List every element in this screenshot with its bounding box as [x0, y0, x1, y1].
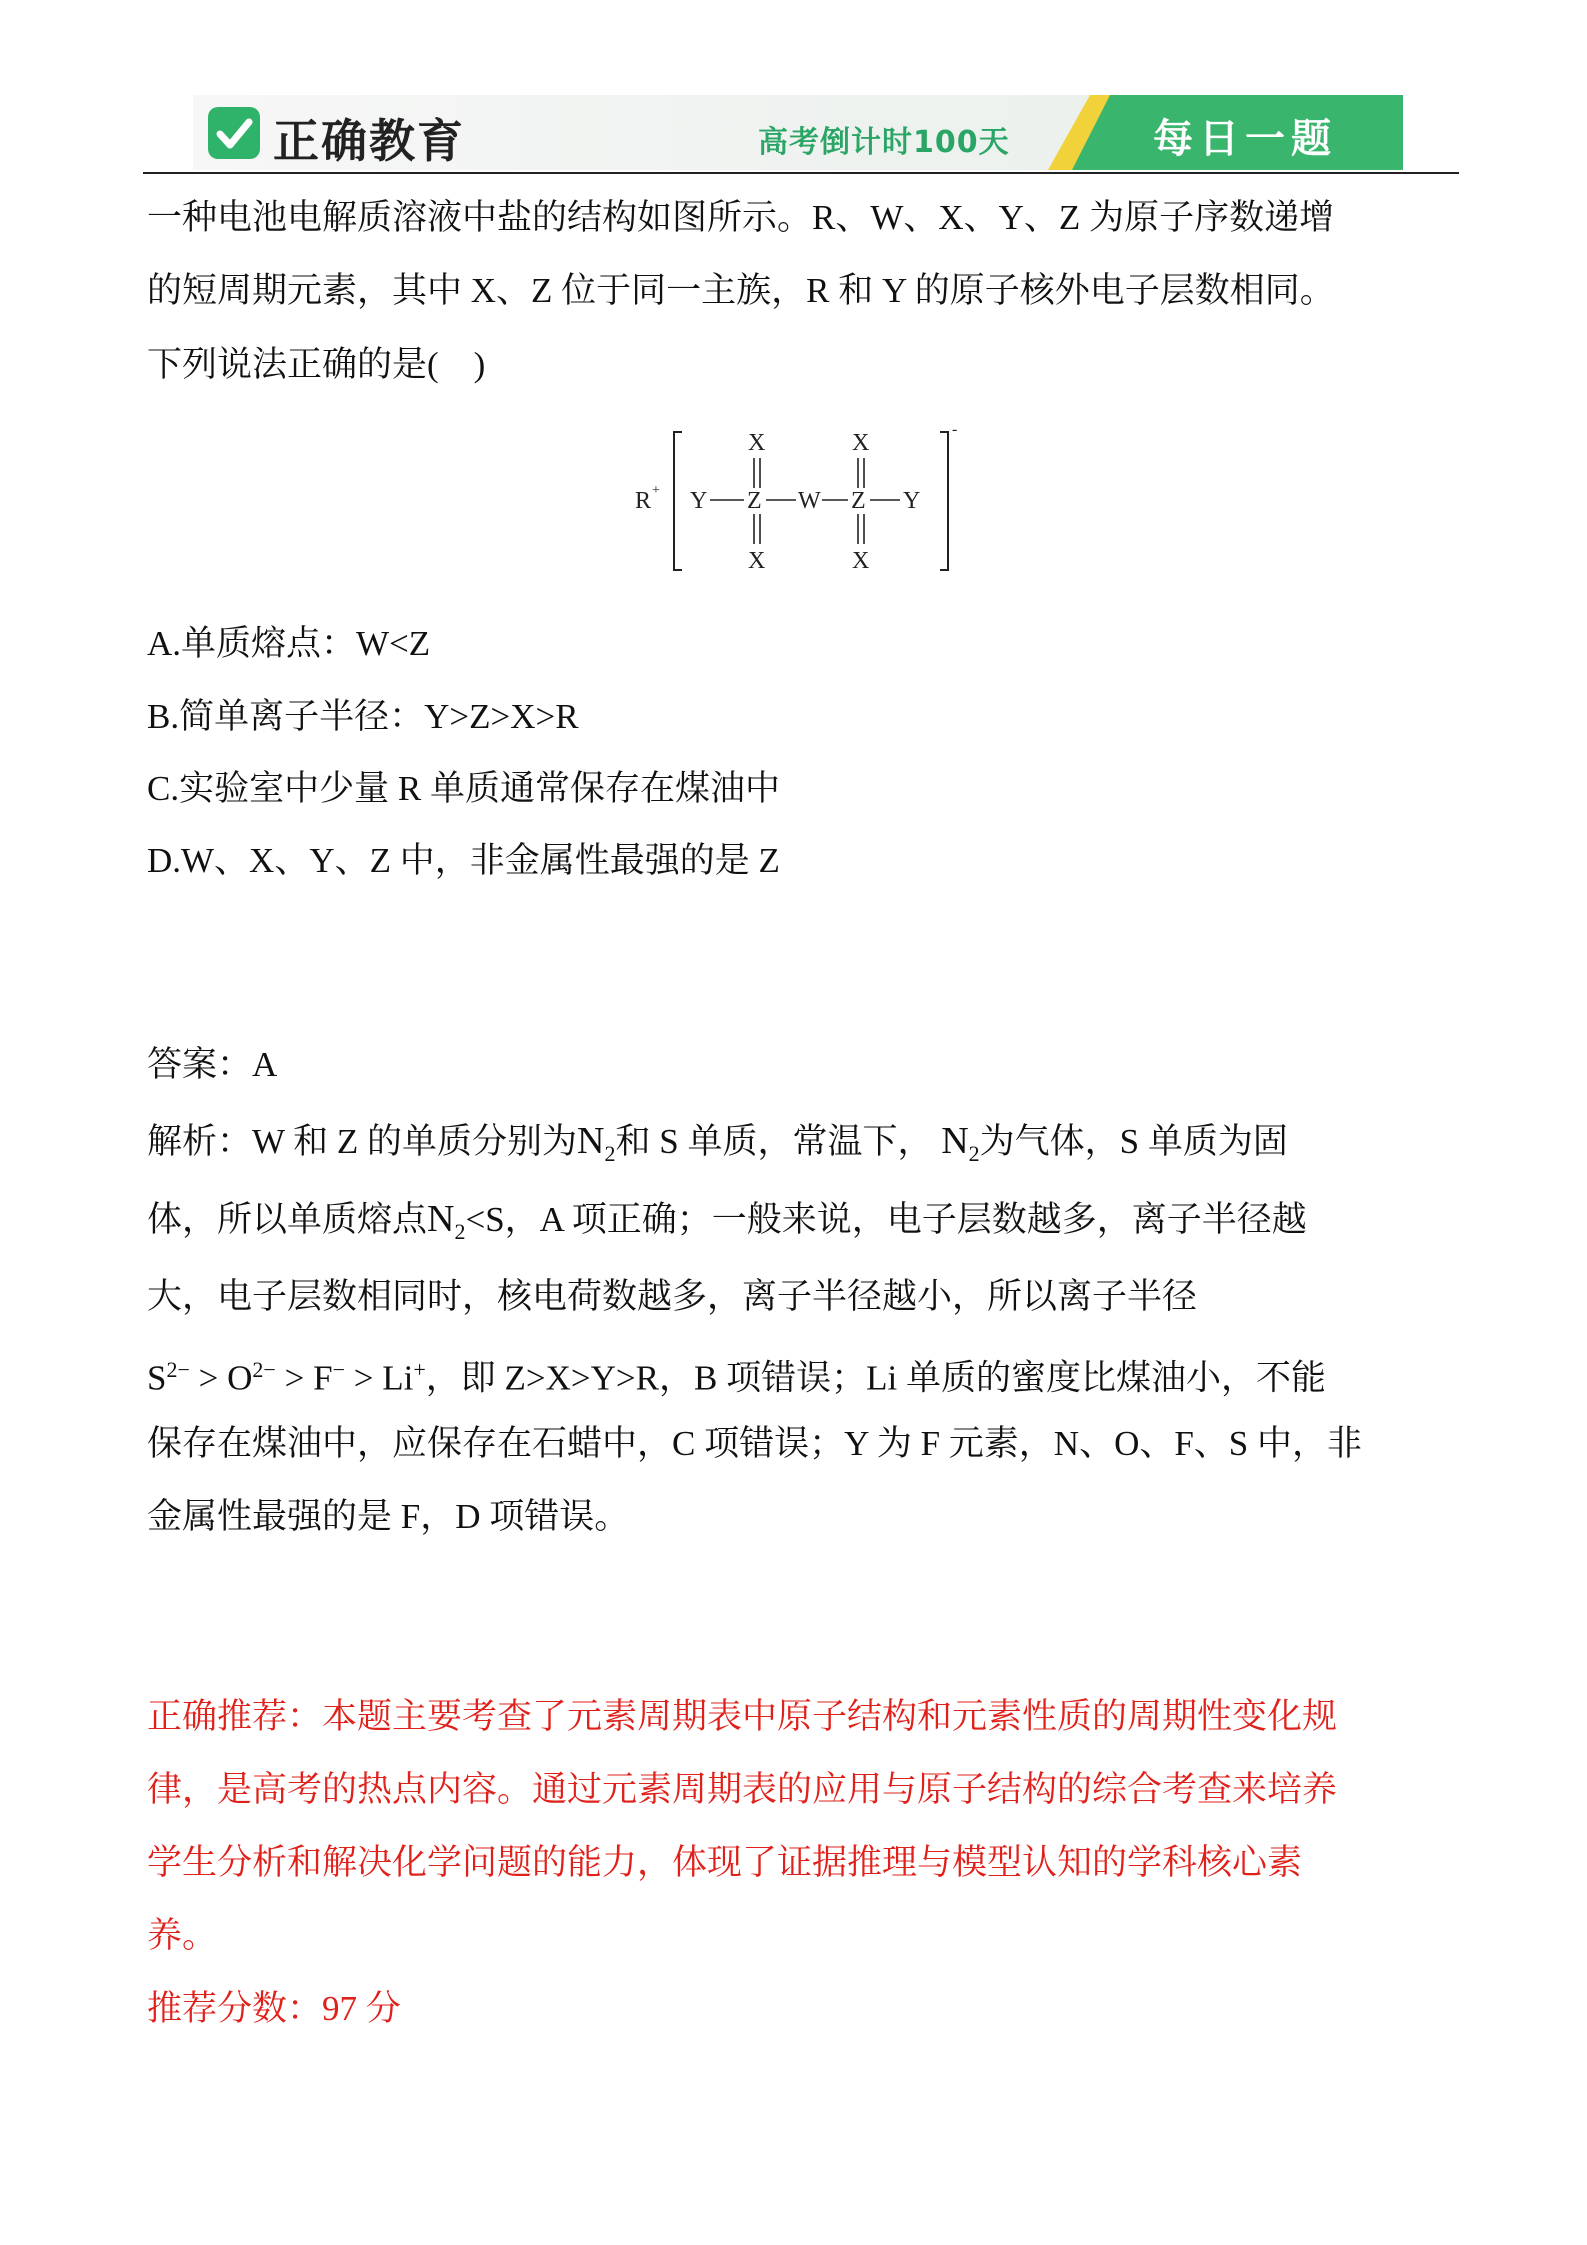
question-line-1: 一种电池电解质溶液中盐的结构如图所示。R、W、X、Y、Z 为原子序数递增	[147, 198, 1335, 237]
atom-z-right: Z	[851, 488, 866, 514]
right-bracket	[940, 432, 948, 570]
answer-line: 答案：A	[147, 1045, 278, 1084]
recommend-score: 推荐分数：97 分	[147, 1989, 401, 2028]
analysis-line-1: 解析：W 和 Z 的单质分别为$N_2$和 S 单质，常温下， $N_2$为气体，S 单质为固	[147, 1120, 1288, 1166]
analysis-line-5: 保存在煤油中，应保存在石蜡中，C 项错误；Y 为 F 元素，N、O、F、S 中，非	[147, 1424, 1363, 1463]
countdown-text: 高考倒计时100天	[758, 125, 1010, 160]
analysis-line-2: 体，所以单质熔点$N_2<S$，A 项正确；一般来说，电子层数越多，离子半径越	[147, 1198, 1307, 1244]
atom-w: W	[798, 488, 821, 514]
recommend-line-3: 学生分析和解决化学问题的能力，体现了证据推理与模型认知的学科核心素	[147, 1843, 1303, 1882]
option-b: B.简单离子半径：Y>Z>X>R	[147, 697, 579, 736]
question-line-2: 的短周期元素，其中 X、Z 位于同一主族，R 和 Y 的原子核外电子层数相同。	[147, 271, 1335, 310]
analysis-line-3: 大，电子层数相同时，核电荷数越多，离子半径越小，所以离子半径	[147, 1277, 1198, 1316]
cation-r: R	[635, 488, 652, 514]
atom-z-left: Z	[747, 488, 762, 514]
banner-title: 每日一题	[1153, 116, 1337, 162]
atom-x-bottom-left: X	[748, 548, 766, 574]
cation-charge: +	[652, 483, 660, 498]
atom-x-top-right: X	[852, 430, 870, 456]
analysis-line-4: $S^{2-} > O^{2-} > F^- > Li^+$，即 Z>X>Y>R，B 项错误；Li 单质的蜜度比煤油小，不能	[147, 1357, 1326, 1398]
header-divider	[143, 172, 1459, 174]
header-banner	[193, 95, 1403, 170]
salt-structure-diagram	[630, 420, 960, 580]
atom-y-left: Y	[690, 488, 708, 514]
recommend-line-4: 养。	[147, 1916, 218, 1955]
recommend-line-1: 正确推荐：本题主要考查了元素周期表中原子结构和元素性质的周期性变化规	[147, 1697, 1338, 1736]
check-logo-icon	[208, 107, 260, 159]
atom-x-top-left: X	[748, 430, 766, 456]
question-line-3: 下列说法正确的是( )	[147, 345, 486, 384]
anion-charge: -	[952, 421, 958, 438]
atom-x-bottom-right: X	[852, 548, 870, 574]
left-bracket	[674, 432, 682, 570]
recommend-line-2: 律，是高考的热点内容。通过元素周期表的应用与原子结构的综合考查来培养	[147, 1770, 1338, 1809]
brand-name: 正确教育	[273, 114, 465, 168]
option-c: C.实验室中少量 R 单质通常保存在煤油中	[147, 769, 780, 808]
analysis-line-6: 金属性最强的是 F，D 项错误。	[147, 1497, 630, 1536]
option-d: D.W、X、Y、Z 中，非金属性最强的是 Z	[147, 841, 780, 880]
option-a: A.单质熔点：W<Z	[147, 624, 431, 663]
atom-y-right: Y	[903, 488, 921, 514]
